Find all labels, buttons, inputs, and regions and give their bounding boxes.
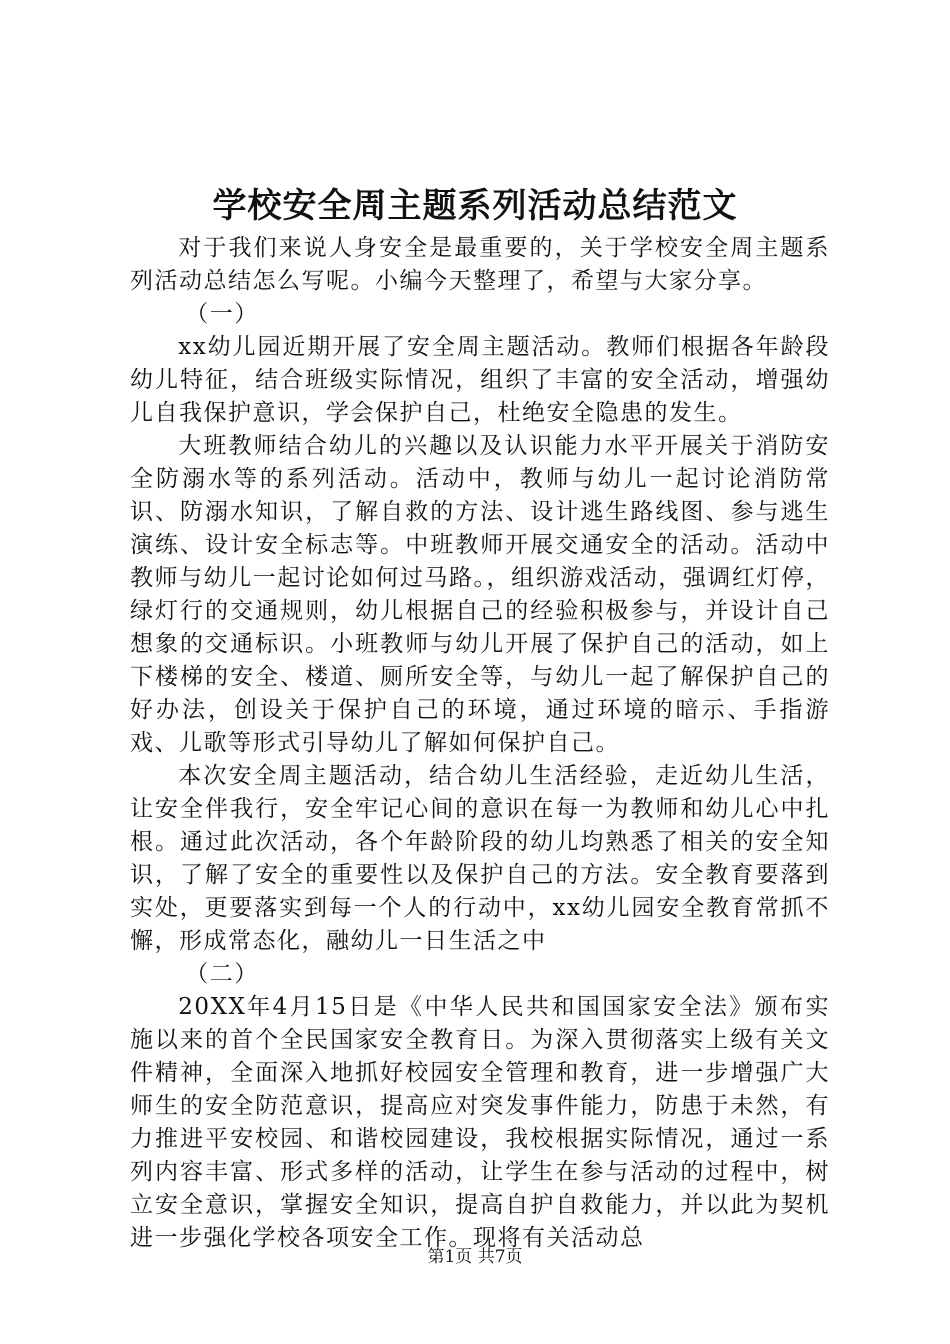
paragraph-class-activities: 大班教师结合幼儿的兴趣以及认识能力水平开展关于消防安全防溺水等的系列活动。活动中，教师与幼儿一起讨论消防常识、防溺水知识，了解自救的方法、设计逃生路线图、参与逃生演练、设计安全标志等。中班教师开展交通安全的活动。活动中教师与幼儿一起讨论如何过马路。，组织游戏活动，强调红灯停，绿灯行的交通规则，幼儿根据自己的经验积极参与，并设计自己想象的交通标识。小班教师与幼儿开展了保护自己的活动，如上下楼梯的安全、楼道、厕所安全等，与幼儿一起了解保护自己的好办法，创设关于保护自己的环境，通过环境的暗示、手指游戏、儿歌等形式引导幼儿了解如何保护自己。 [130,433,830,756]
document-body [130,232,830,1255]
page-number-footer: 第1页 共7页 [427,1247,523,1267]
paragraph-summary: 本次安全周主题活动，结合幼儿生活经验，走近幼儿生活，让安全伴我行，安全牢记心间的意识在每一为教师和幼儿心中扎根。通过此次活动，各个年龄阶段的幼儿均熟悉了相关的安全知识，了解了安全的重要性以及保护自己的方法。安全教育要落到实处，更要落实到每一个人的行动中，xx幼儿园安全教育常抓不懈，形成常态化，融幼儿一日生活之中 [130,763,830,954]
paragraph-kindergarten-overview: xx幼儿园近期开展了安全周主题活动。教师们根据各年龄段幼儿特征，结合班级实际情况，组织了丰富的安全活动，增强幼儿自我保护意识，学会保护自己，杜绝安全隐患的发生。 [130,334,830,426]
intro-paragraph: 对于我们来说人身安全是最重要的，关于学校安全周主题系列活动总结怎么写呢。小编今天整理了，希望与大家分享。 [130,235,830,294]
section-heading-2: （二） [185,961,259,987]
paragraph-security-day: 20XX年4月15日是《中华人民共和国国家安全法》颁布实施以来的首个全民国家安全教育日。为深入贯彻落实上级有关文件精神，全面深入地抓好校园安全管理和教育，进一步增强广大师生的安全防范意识，提高应对突发事件能力，防患于未然，有力推进平安校园、和谐校园建设，我校根据实际情况，通过一系列内容丰富、形式多样的活动，让学生在参与活动的过程中，树立安全意识，掌握安全知识，提高自护自救能力，并以此为契机进一步强化学校各项安全工作。现将有关活动总 [130,994,830,1251]
section-heading-1: （一） [185,301,259,327]
document-title: 学校安全周主题系列活动总结范文 [212,186,738,226]
